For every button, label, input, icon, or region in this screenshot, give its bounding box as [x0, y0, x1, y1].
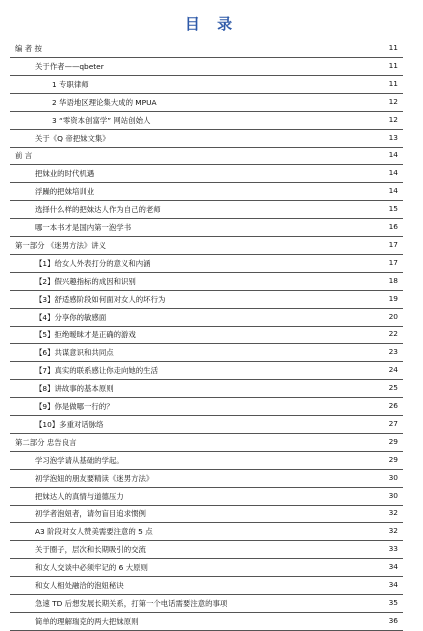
toc-entry[interactable] [0, 165, 423, 183]
toc-entry-title: 哪一本书才是国内第一泡学书 [35, 223, 132, 232]
toc-entry[interactable] [0, 488, 423, 506]
toc-entry-page-number: 17 [388, 257, 398, 267]
toc-entry[interactable] [0, 76, 423, 94]
toc-entry[interactable] [0, 559, 423, 577]
toc-entry[interactable] [0, 219, 423, 237]
toc-entry-page-number: 35 [388, 597, 398, 607]
toc-entry[interactable] [0, 237, 423, 255]
toc-entry[interactable] [0, 147, 423, 165]
toc-entry-page-number: 36 [388, 615, 398, 625]
toc-entry[interactable] [0, 40, 423, 58]
toc-entry-title: 【7】真实的联系感让你走向她的生活 [35, 366, 158, 376]
toc-entry-page-number: 14 [388, 168, 398, 178]
toc-entry-title: 和女人相处融洽的泡妞秘诀 [35, 581, 124, 590]
toc-entry[interactable] [0, 362, 423, 380]
toc-entry-page-number: 18 [388, 275, 398, 285]
toc-entry[interactable] [0, 595, 423, 613]
toc-entry[interactable] [0, 201, 423, 219]
toc-entry-page-number: 30 [388, 472, 398, 482]
toc-entry-title: 【6】共谋意识和共同点 [35, 348, 114, 358]
toc-entry-title: 【4】分享你的敏感面 [35, 312, 107, 322]
toc-entry-page-number: 34 [388, 580, 398, 589]
toc-entry-title: 简单的理解瑞克的两大把妹原则 [35, 616, 139, 626]
toc-entry-title: 2 华语地区理论集大成的 MPUA [52, 97, 157, 107]
toc-entry-page-number: 23 [388, 347, 398, 357]
toc-entry-page-number: 20 [388, 311, 398, 321]
toc-entry-title: 【10】多重对话脉络 [35, 419, 104, 429]
toc-entry-page-number: 32 [388, 526, 398, 536]
toc-entry-page-number: 15 [388, 204, 398, 214]
toc-entry-page-number: 19 [388, 293, 398, 303]
toc-entry-page-number: 11 [388, 60, 398, 70]
toc-entry-title: 第二部分 忠告良言 [15, 437, 77, 447]
toc-entry[interactable] [0, 523, 423, 541]
toc-entry-title: 学习泡学请从基础的学起。 [35, 455, 124, 465]
toc-entry[interactable] [0, 183, 423, 201]
toc-entry-page-number: 29 [388, 436, 398, 446]
toc-entry[interactable] [0, 416, 423, 434]
toc-title: 目 录 [184, 15, 239, 33]
toc-entry-page-number: 27 [388, 418, 398, 428]
toc-entry-title: 第一部分 《迷男方法》讲义 [15, 240, 107, 250]
toc-entry-title: 【1】给女人外表打分的意义和内涵 [35, 258, 151, 268]
toc-entry-title: 关于作者——qbeter [35, 61, 104, 71]
toc-entry-page-number: 17 [388, 239, 398, 249]
toc-entry-title: A3 阶段对女人赞美需要注意的 5 点 [35, 527, 153, 537]
toc-entry-title: 浮躁的把妹培训业 [35, 187, 95, 197]
toc-entry-title: 把妹业的时代机遇 [35, 169, 95, 179]
toc-entry[interactable] [0, 434, 423, 452]
toc-entry[interactable] [0, 326, 423, 344]
toc-entry[interactable] [0, 255, 423, 273]
toc-entry[interactable] [0, 505, 423, 523]
toc-entry[interactable] [0, 577, 423, 595]
toc-entry-page-number: 26 [388, 401, 398, 410]
toc-entry[interactable] [0, 380, 423, 398]
toc-entry-page-number: 34 [388, 562, 398, 572]
toc-entry[interactable] [0, 344, 423, 362]
toc-entry-page-number: 29 [388, 454, 398, 464]
toc-entry[interactable] [0, 130, 423, 148]
toc-entry-page-number: 30 [388, 490, 398, 500]
toc-entry-page-number: 22 [388, 329, 398, 339]
toc-entry[interactable] [0, 309, 423, 327]
toc-entry-title: 急速 TD 后想发展长期关系，打第一个电话需要注意的事项 [35, 598, 228, 608]
toc-entry-title: 初学泡妞的朋友要精读《迷男方法》 [35, 473, 154, 483]
toc-entry-title: 和女人交谈中必须牢记的 6 大原则 [35, 563, 148, 573]
toc-entry-title: 初学者泡妞者，请勿盲目追求惯例 [35, 509, 146, 519]
toc-entry-title: 【9】你是做哪一行的？ [35, 402, 114, 411]
toc-entry-title: 选择什么样的把妹达人作为自己的老师 [35, 205, 161, 215]
toc-entry-title: 前 言 [15, 151, 33, 161]
toc-entry[interactable] [0, 541, 423, 559]
toc-entry[interactable] [0, 470, 423, 488]
toc-entry-title: 关于《Q 帝把妹文集》 [35, 133, 110, 143]
toc-entry-title: 1 专职律师 [52, 79, 89, 89]
toc-entry[interactable] [0, 112, 423, 130]
toc-entry[interactable] [0, 94, 423, 112]
toc-entry[interactable] [0, 273, 423, 291]
toc-entry-title: 【8】讲故事的基本原则 [35, 384, 114, 394]
toc-entry-title: 关于圈子，层次和长期吸引的交流 [35, 545, 146, 555]
toc-entry-page-number: 11 [388, 43, 398, 52]
toc-entry-page-number: 14 [388, 186, 398, 196]
toc-entry-page-number: 13 [388, 132, 398, 142]
toc-entry-title: 【2】假兴趣指标的成因和识别 [35, 276, 136, 286]
toc-entry-page-number: 33 [388, 544, 398, 554]
toc-entry-page-number: 16 [388, 222, 398, 231]
toc-entry-page-number: 12 [388, 114, 398, 124]
toc-entry[interactable] [0, 398, 423, 416]
toc-entry-title: 把妹达人的真情与道德压力 [35, 491, 124, 501]
toc-entry-page-number: 12 [388, 96, 398, 106]
toc-entry-page-number: 24 [388, 365, 398, 375]
toc-entry-page-number: 25 [388, 383, 398, 393]
toc-entry-title: 编 者 按 [15, 44, 42, 53]
toc-entry[interactable] [0, 613, 423, 631]
toc-entry-page-number: 14 [388, 150, 398, 160]
toc-entry-page-number: 32 [388, 508, 398, 518]
toc-entry-title: 3 “零资本创富学” 网站创始人 [52, 115, 151, 125]
toc-entry[interactable] [0, 58, 423, 76]
toc-entry[interactable] [0, 291, 423, 309]
toc-entry-title: 【5】拒绝暧昧才是正确的游戏 [35, 330, 136, 340]
toc-entry-page-number: 11 [388, 78, 398, 88]
toc-entry[interactable] [0, 452, 423, 470]
toc-entry-title: 【3】舒适感阶段如何面对女人的坏行为 [35, 294, 166, 304]
